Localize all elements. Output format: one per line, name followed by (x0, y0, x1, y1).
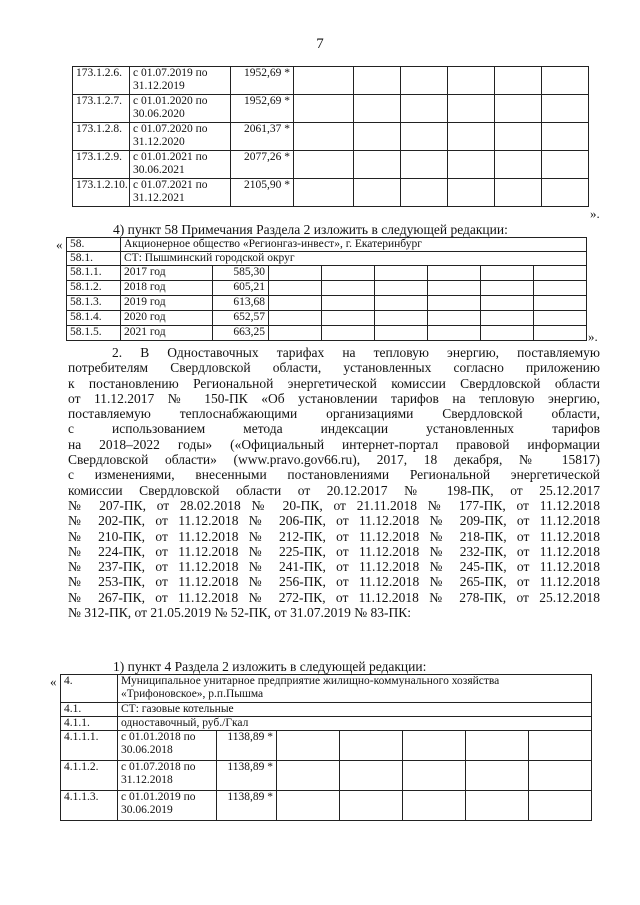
empty-cell (495, 179, 542, 207)
paragraph-line: № 210-ПК, от 11.12.2018 № 212-ПК, от 11.12.2018 № 218-ПК, от 11.12.2018 (68, 528, 600, 544)
table-row (73, 67, 589, 95)
period-start: с 01.07.2018 по (121, 761, 196, 773)
row-year: 2019 год (121, 296, 213, 311)
paragraph-line: комиссии Свердловской области от 20.12.2017 № 198-ПК, от 25.12.2017 (68, 482, 600, 498)
tariff-table-4 (60, 674, 592, 821)
table-row (67, 266, 587, 281)
empty-cell (448, 179, 495, 207)
org-name (118, 675, 592, 703)
empty-cell (269, 296, 322, 311)
table2-closing-quote: ». (588, 329, 598, 344)
empty-cell (322, 311, 375, 326)
st-code: 4.1. (61, 703, 118, 717)
empty-cell (354, 95, 401, 123)
row-code: 173.1.2.9. (73, 151, 130, 179)
district-code: 58.1. (67, 252, 121, 266)
empty-cell (277, 761, 340, 791)
period-end: 31.12.2019 (133, 80, 185, 92)
empty-cell (269, 266, 322, 281)
empty-cell (375, 326, 428, 341)
paragraph-line: с использованием метода индексации установленных тарифов (68, 421, 600, 437)
empty-cell (269, 281, 322, 296)
org-code: 58. (67, 238, 121, 252)
empty-cell (401, 123, 448, 151)
row-code: 4.1.1.1. (61, 731, 118, 761)
table-row (67, 311, 587, 326)
empty-cell (428, 281, 481, 296)
table-row (67, 281, 587, 296)
row-code: 58.1.2. (67, 281, 121, 296)
empty-cell (294, 67, 354, 95)
table1-closing-quote: ». (590, 206, 600, 221)
row-value: 1952,69 * (231, 67, 294, 95)
row-period (130, 95, 231, 123)
empty-cell (294, 151, 354, 179)
empty-cell (340, 761, 403, 791)
row-year: 2018 год (121, 281, 213, 296)
row-code: 173.1.2.7. (73, 95, 130, 123)
row-period (130, 151, 231, 179)
row-value: 1952,69 * (231, 95, 294, 123)
table-row (67, 326, 587, 341)
empty-cell (448, 151, 495, 179)
st-name: СТ: газовые котельные (118, 703, 592, 717)
row-value: 1138,89 * (217, 791, 277, 821)
empty-cell (403, 731, 466, 761)
tariff-table-173 (72, 66, 589, 207)
row-period (118, 761, 217, 791)
row-code: 173.1.2.8. (73, 123, 130, 151)
row-period (118, 791, 217, 821)
empty-cell (534, 326, 587, 341)
district-name: СТ: Пышминский городской округ (121, 252, 587, 266)
empty-cell (340, 791, 403, 821)
row-value: 613,68 (213, 296, 269, 311)
empty-cell (375, 296, 428, 311)
empty-cell (428, 311, 481, 326)
table-row (67, 296, 587, 311)
empty-cell (269, 311, 322, 326)
row-code: 58.1.3. (67, 296, 121, 311)
empty-cell (322, 326, 375, 341)
table-row (73, 123, 589, 151)
period-end: 30.06.2019 (121, 804, 173, 816)
empty-cell (322, 281, 375, 296)
row-code: 4.1.1.2. (61, 761, 118, 791)
period-end: 31.12.2021 (133, 192, 185, 204)
empty-cell (354, 67, 401, 95)
row-year: 2020 год (121, 311, 213, 326)
row-value: 2077,26 * (231, 151, 294, 179)
row-code: 173.1.2.10. (73, 179, 130, 207)
paragraph-line: от 11.12.2017 № 150-ПК «Об установлении тарифов на тепловую энергию, (68, 390, 600, 406)
row-year: 2021 год (121, 326, 213, 341)
page-number: 7 (316, 36, 324, 52)
empty-cell (322, 266, 375, 281)
empty-cell (534, 296, 587, 311)
empty-cell (401, 151, 448, 179)
row-year: 2017 год (121, 266, 213, 281)
empty-cell (495, 151, 542, 179)
empty-cell (294, 95, 354, 123)
period-end: 30.06.2021 (133, 164, 185, 176)
period-start: с 01.01.2021 по (133, 151, 208, 163)
row-code: 58.1.4. (67, 311, 121, 326)
paragraph-line: Свердловской области» (www.pravo.gov66.ru), 2017, 18 декабря, № 15817) (68, 452, 600, 468)
paragraph-line: № 237-ПК, от 11.12.2018 № 241-ПК, от 11.12.2018 № 245-ПК, от 11.12.2018 (68, 559, 600, 575)
empty-cell (542, 67, 589, 95)
period-end: 31.12.2020 (133, 136, 185, 148)
row-period (118, 731, 217, 761)
period-start: с 01.01.2019 по (121, 791, 196, 803)
empty-cell (354, 123, 401, 151)
empty-cell (481, 281, 534, 296)
empty-cell (354, 179, 401, 207)
section-heading-item-4: 1) пункт 4 Раздела 2 изложить в следующей редакции: (113, 659, 427, 674)
paragraph-line: поставляемую теплоснабжающими организациями Свердловской области, (68, 406, 600, 422)
row-period (130, 179, 231, 207)
row-value: 585,30 (213, 266, 269, 281)
table-row (61, 731, 592, 761)
row-value: 652,57 (213, 311, 269, 326)
empty-cell (403, 791, 466, 821)
period-start: с 01.07.2019 по (133, 67, 208, 79)
paragraph-line: № 267-ПК, от 11.12.2018 № 272-ПК, от 11.12.2018 № 278-ПК, от 25.12.2018 (68, 589, 600, 605)
table2-opening-quote: « (56, 237, 63, 252)
empty-cell (481, 311, 534, 326)
org-name-line1: Муниципальное унитарное предприятие жилищно-коммунального хозяйства (121, 675, 500, 687)
row-value: 1138,89 * (217, 731, 277, 761)
body-paragraph (68, 345, 600, 620)
row-code: 4.1.1.3. (61, 791, 118, 821)
row-value: 605,21 (213, 281, 269, 296)
rate-code: 4.1.1. (61, 717, 118, 731)
empty-cell (428, 326, 481, 341)
empty-cell (534, 266, 587, 281)
table-row (73, 179, 589, 207)
empty-cell (542, 151, 589, 179)
empty-cell (481, 266, 534, 281)
empty-cell (529, 731, 592, 761)
empty-cell (354, 151, 401, 179)
empty-cell (401, 179, 448, 207)
period-start: с 01.07.2021 по (133, 179, 208, 191)
empty-cell (448, 123, 495, 151)
paragraph-line: с изменениями, внесенными постановлениями Региональной энергетической (68, 467, 600, 483)
empty-cell (466, 731, 529, 761)
row-value: 2105,90 * (231, 179, 294, 207)
empty-cell (428, 266, 481, 281)
empty-cell (529, 761, 592, 791)
paragraph-line: к постановлению Региональной энергетической комиссии Свердловской области (68, 375, 600, 391)
paragraph-line: № 253-ПК, от 11.12.2018 № 256-ПК, от 11.12.2018 № 265-ПК, от 11.12.2018 (68, 574, 600, 590)
table3-opening-quote: « (50, 674, 57, 689)
org-name: Акционерное общество «Регионгаз-инвест», г. Екатеринбург (121, 238, 587, 252)
org-name-line2: «Трифоновское», р.п.Пышма (121, 688, 264, 700)
row-period (130, 123, 231, 151)
empty-cell (534, 311, 587, 326)
tariff-table-58 (66, 237, 587, 341)
period-start: с 01.07.2020 по (133, 123, 208, 135)
org-code: 4. (61, 675, 118, 703)
empty-cell (403, 761, 466, 791)
row-code: 58.1.5. (67, 326, 121, 341)
empty-cell (375, 266, 428, 281)
table-row (73, 151, 589, 179)
row-period (130, 67, 231, 95)
empty-cell (428, 296, 481, 311)
empty-cell (375, 311, 428, 326)
paragraph-line: № 207-ПК, от 28.02.2018 № 20-ПК, от 21.11.2018 № 177-ПК, от 11.12.2018 (68, 497, 600, 513)
row-value: 1138,89 * (217, 761, 277, 791)
empty-cell (277, 731, 340, 761)
empty-cell (466, 761, 529, 791)
period-start: с 01.01.2018 по (121, 731, 196, 743)
empty-cell (401, 67, 448, 95)
table-row (73, 95, 589, 123)
row-code: 58.1.1. (67, 266, 121, 281)
empty-cell (542, 123, 589, 151)
empty-cell (340, 731, 403, 761)
period-end: 30.06.2020 (133, 108, 185, 120)
paragraph-line: на 2018–2022 годы» («Официальный интернет-портал правовой информации (68, 436, 600, 452)
empty-cell (481, 296, 534, 311)
empty-cell (542, 95, 589, 123)
empty-cell (495, 123, 542, 151)
empty-cell (322, 296, 375, 311)
empty-cell (495, 95, 542, 123)
paragraph-line: потребителям Свердловской области, установленных согласно приложению (68, 360, 600, 376)
period-end: 31.12.2018 (121, 774, 173, 786)
empty-cell (277, 791, 340, 821)
row-value: 2061,37 * (231, 123, 294, 151)
empty-cell (294, 179, 354, 207)
period-end: 30.06.2018 (121, 744, 173, 756)
paragraph-line: № 202-ПК, от 11.12.2018 № 206-ПК, от 11.12.2018 № 209-ПК, от 11.12.2018 (68, 513, 600, 529)
empty-cell (401, 95, 448, 123)
table-row (61, 761, 592, 791)
empty-cell (466, 791, 529, 821)
empty-cell (534, 281, 587, 296)
empty-cell (481, 326, 534, 341)
empty-cell (542, 179, 589, 207)
period-start: с 01.01.2020 по (133, 95, 208, 107)
empty-cell (448, 95, 495, 123)
paragraph-line: 2. В Одноставочных тарифах на тепловую энергию, поставляемую (112, 345, 600, 360)
empty-cell (448, 67, 495, 95)
empty-cell (375, 281, 428, 296)
empty-cell (495, 67, 542, 95)
empty-cell (294, 123, 354, 151)
paragraph-line: № 312-ПК, от 21.05.2019 № 52-ПК, от 31.07.2019 № 83-ПК: (68, 605, 411, 621)
row-code: 173.1.2.6. (73, 67, 130, 95)
table-row (61, 791, 592, 821)
rate-name: одноставочный, руб./Гкал (118, 717, 592, 731)
empty-cell (529, 791, 592, 821)
empty-cell (269, 326, 322, 341)
row-value: 663,25 (213, 326, 269, 341)
section-heading-item-58: 4) пункт 58 Примечания Раздела 2 изложить в следующей редакции: (113, 222, 508, 237)
paragraph-line: № 224-ПК, от 11.12.2018 № 225-ПК, от 11.12.2018 № 232-ПК, от 11.12.2018 (68, 543, 600, 559)
